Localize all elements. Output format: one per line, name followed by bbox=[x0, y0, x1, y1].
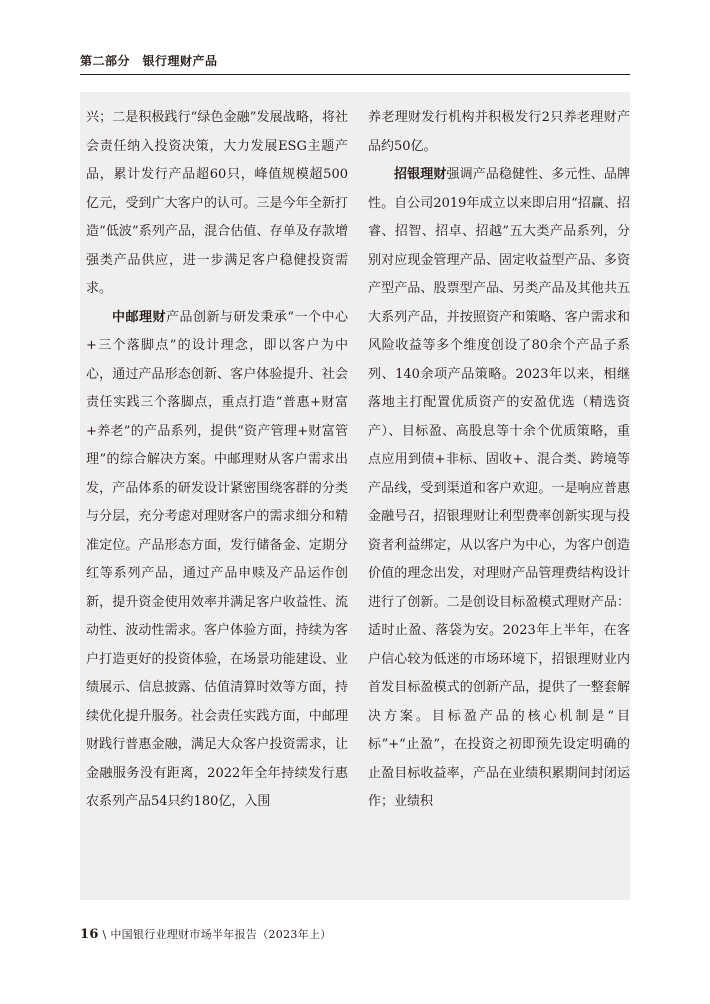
left-paragraph-2 bbox=[86, 304, 348, 817]
company-name-zhaoyin: 招银理财 bbox=[394, 167, 447, 182]
left-paragraph-2-text: 产品创新与研发秉承“一个中心+三个落脚点”的设计理念，即以客户为中心，通过产品形态创新、客户体验提升、社会责任实践三个落脚点，重点打造“普惠+财富+养老”的产品系列，提供“资产管理+财富管理”的综合解决方案。中邮理财从客户需求出发，产品体系的研发设计紧密围绕客群的分类与分层，充分考虑对理财客户的需求细分和精准定位。产品形态方面，发行储备金、定期分红等系列产品，通过产品申赎及产品运作创新，提升资金使用效率并满足客户收益性、流动性、波动性需求。客户体验方面，持续为客户打造更好的投资体验，在场景功能建设、业绩展示、信息披露、估值清算时效等方面，持续优化提升服务。社会责任实践方面，中邮理财践行普惠金融，满足大众客户投资需求，让金融服务没有距离，2022年全年持续发行惠农系列产品54只约180亿，入围 bbox=[86, 309, 348, 809]
right-paragraph-2 bbox=[368, 161, 630, 817]
page-number: 16 bbox=[80, 927, 99, 942]
right-paragraph-1: 养老理财发行机构并积极发行2只养老理财产品约50亿。 bbox=[368, 110, 630, 154]
header-divider bbox=[80, 74, 630, 75]
company-name-youchu: 中邮理财 bbox=[112, 309, 166, 325]
page-footer bbox=[80, 926, 332, 942]
report-title: 中国银行业理财市场半年报告（2023年上） bbox=[110, 928, 332, 941]
left-paragraph-1: 兴；二是积极践行“绿色金融”发展战略，将社会责任纳入投资决策，大力发展ESG主题产品，累计发行产品超60只，峰值规模超500亿元，受到广大客户的认可。三是今年全新打造“低波”系列产品，混合估值、存单及存款增强类产品供应，进一步满足客户稳健投资需求。 bbox=[86, 110, 348, 296]
right-paragraph-2-text: 强调产品稳健性、多元性、品牌性。自公司2019年成立以来即启用“招赢、招睿、招智、招卓、招越”五大类产品系列，分别对应现金管理产品、固定收益型产品、多资产型产品、股票型产品、另类产品及其他共五大系列产品，并按照资产和策略、客户需求和风险收益等多个维度创设了80余个产品子系列、140余项产品策略。2023年以来，相继落地主打配置优质资产的安盈优选（精选资产）、目标盈、高股息等十余个优质策略，重点应用到债+非标、固收+、混合类、跨境等产品线，受到渠道和客户欢迎。一是响应普惠金融号召，招银理财让利型费率创新实现与投资者利益绑定，从以客户为中心，为客户创造价值的理念出发，对理财产品管理费结构设计进行了创新。二是创设目标盈模式理财产品：适时止盈、落袋为安。2023年上半年，在客户信心较为低迷的市场环境下，招银理财业内首发目标盈模式的创新产品，提供了一整套解决方案。目标盈产品的核心机制是“目标”+“止盈”，在投资之初即预先设定明确的止盈目标收益率，产品在业绩积累期间封闭运作；业绩积 bbox=[368, 167, 630, 809]
footer-separator: \ bbox=[102, 928, 107, 941]
left-column bbox=[86, 104, 348, 817]
section-header: 第二部分 银行理财产品 bbox=[80, 54, 218, 68]
right-column bbox=[368, 104, 630, 817]
